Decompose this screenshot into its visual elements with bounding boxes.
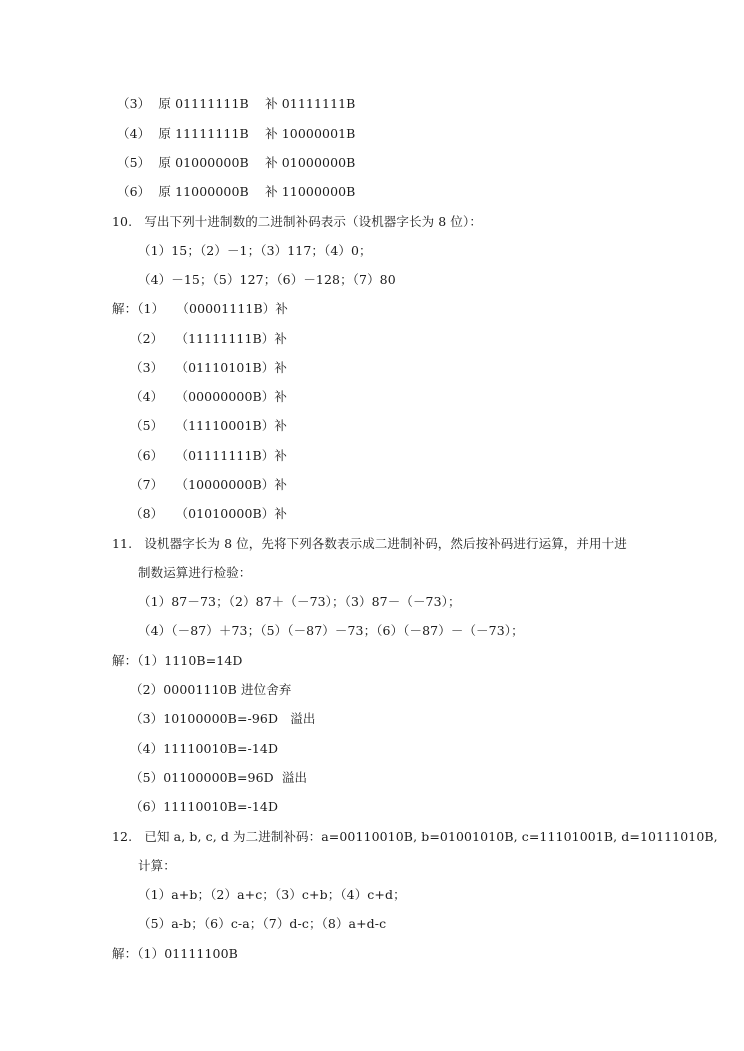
- answer-line-6: （6） 原 11000000B 补 11000000B: [117, 184, 356, 199]
- solution-10-line-7: （7） （10000000B）补: [130, 477, 287, 492]
- solution-10-line-8: （8） （01010000B）补: [130, 506, 287, 521]
- answer-line-3: （3） 原 01111111B 补 01111111B: [117, 96, 356, 111]
- solution-11-line-5: （5）01100000B=96D 溢出: [130, 770, 308, 785]
- solution-10-line-3: （3） （01110101B）补: [130, 360, 287, 375]
- solution-11-line-3: （3）10100000B=-96D 溢出: [130, 711, 316, 726]
- question-11-items-a: （1）87－73；（2）87＋（－73）；（3）87－（－73）；: [138, 594, 461, 609]
- solution-11-line-4: （4）11110010B=-14D: [130, 741, 279, 756]
- solution-10-line-4: （4） （00000000B）补: [130, 389, 287, 404]
- question-12-items-b: （5）a-b；（6）c-a；（7）d-c；（8）a+d-c: [138, 916, 387, 931]
- answer-line-4: （4） 原 11111111B 补 10000001B: [117, 126, 356, 141]
- solution-10-line-6: （6） （01111111B）补: [130, 448, 287, 463]
- solution-10-line-5: （5） （11110001B）补: [130, 418, 287, 433]
- solution-11-line-1: 解：（1）1110B=14D: [112, 653, 243, 668]
- solution-11-line-6: （6）11110010B=-14D: [130, 799, 279, 814]
- solution-10-line-2: （2） （11111111B）补: [130, 331, 287, 346]
- solution-12-line-1: 解：（1）01111100B: [112, 946, 238, 961]
- question-12-items-a: （1）a+b；（2）a+c；（3）c+b；（4）c+d；: [138, 887, 406, 902]
- question-12-continued: 计算：: [138, 858, 176, 873]
- answer-line-5: （5） 原 01000000B 补 01000000B: [117, 155, 356, 170]
- question-11-continued: 制数运算进行检验：: [138, 565, 252, 580]
- question-12: 12. 已知 a, b, c, d 为二进制补码：a=00110010B, b=01001010B, c=11101001B, d=10111010B,: [112, 829, 718, 844]
- question-11: 11. 设机器字长为 8 位，先将下列各数表示成二进制补码，然后按补码进行运算，并用十进: [112, 536, 627, 551]
- solution-10-line-1: 解：（1） （00001111B）补: [112, 301, 288, 316]
- question-10: 10. 写出下列十进制数的二进制补码表示（设机器字长为 8 位）：: [112, 214, 482, 229]
- question-10-items-b: （4）－15；（5）127；（6）－128；（7）80: [138, 272, 396, 287]
- solution-11-line-2: （2）00001110B 进位舍弃: [130, 682, 292, 697]
- question-10-items-a: （1）15；（2）－1；（3）117；（4）0；: [138, 243, 372, 258]
- question-11-items-b: （4）（－87）＋73；（5）（－87）－73；（6）（－87）－（－73）；: [138, 623, 524, 638]
